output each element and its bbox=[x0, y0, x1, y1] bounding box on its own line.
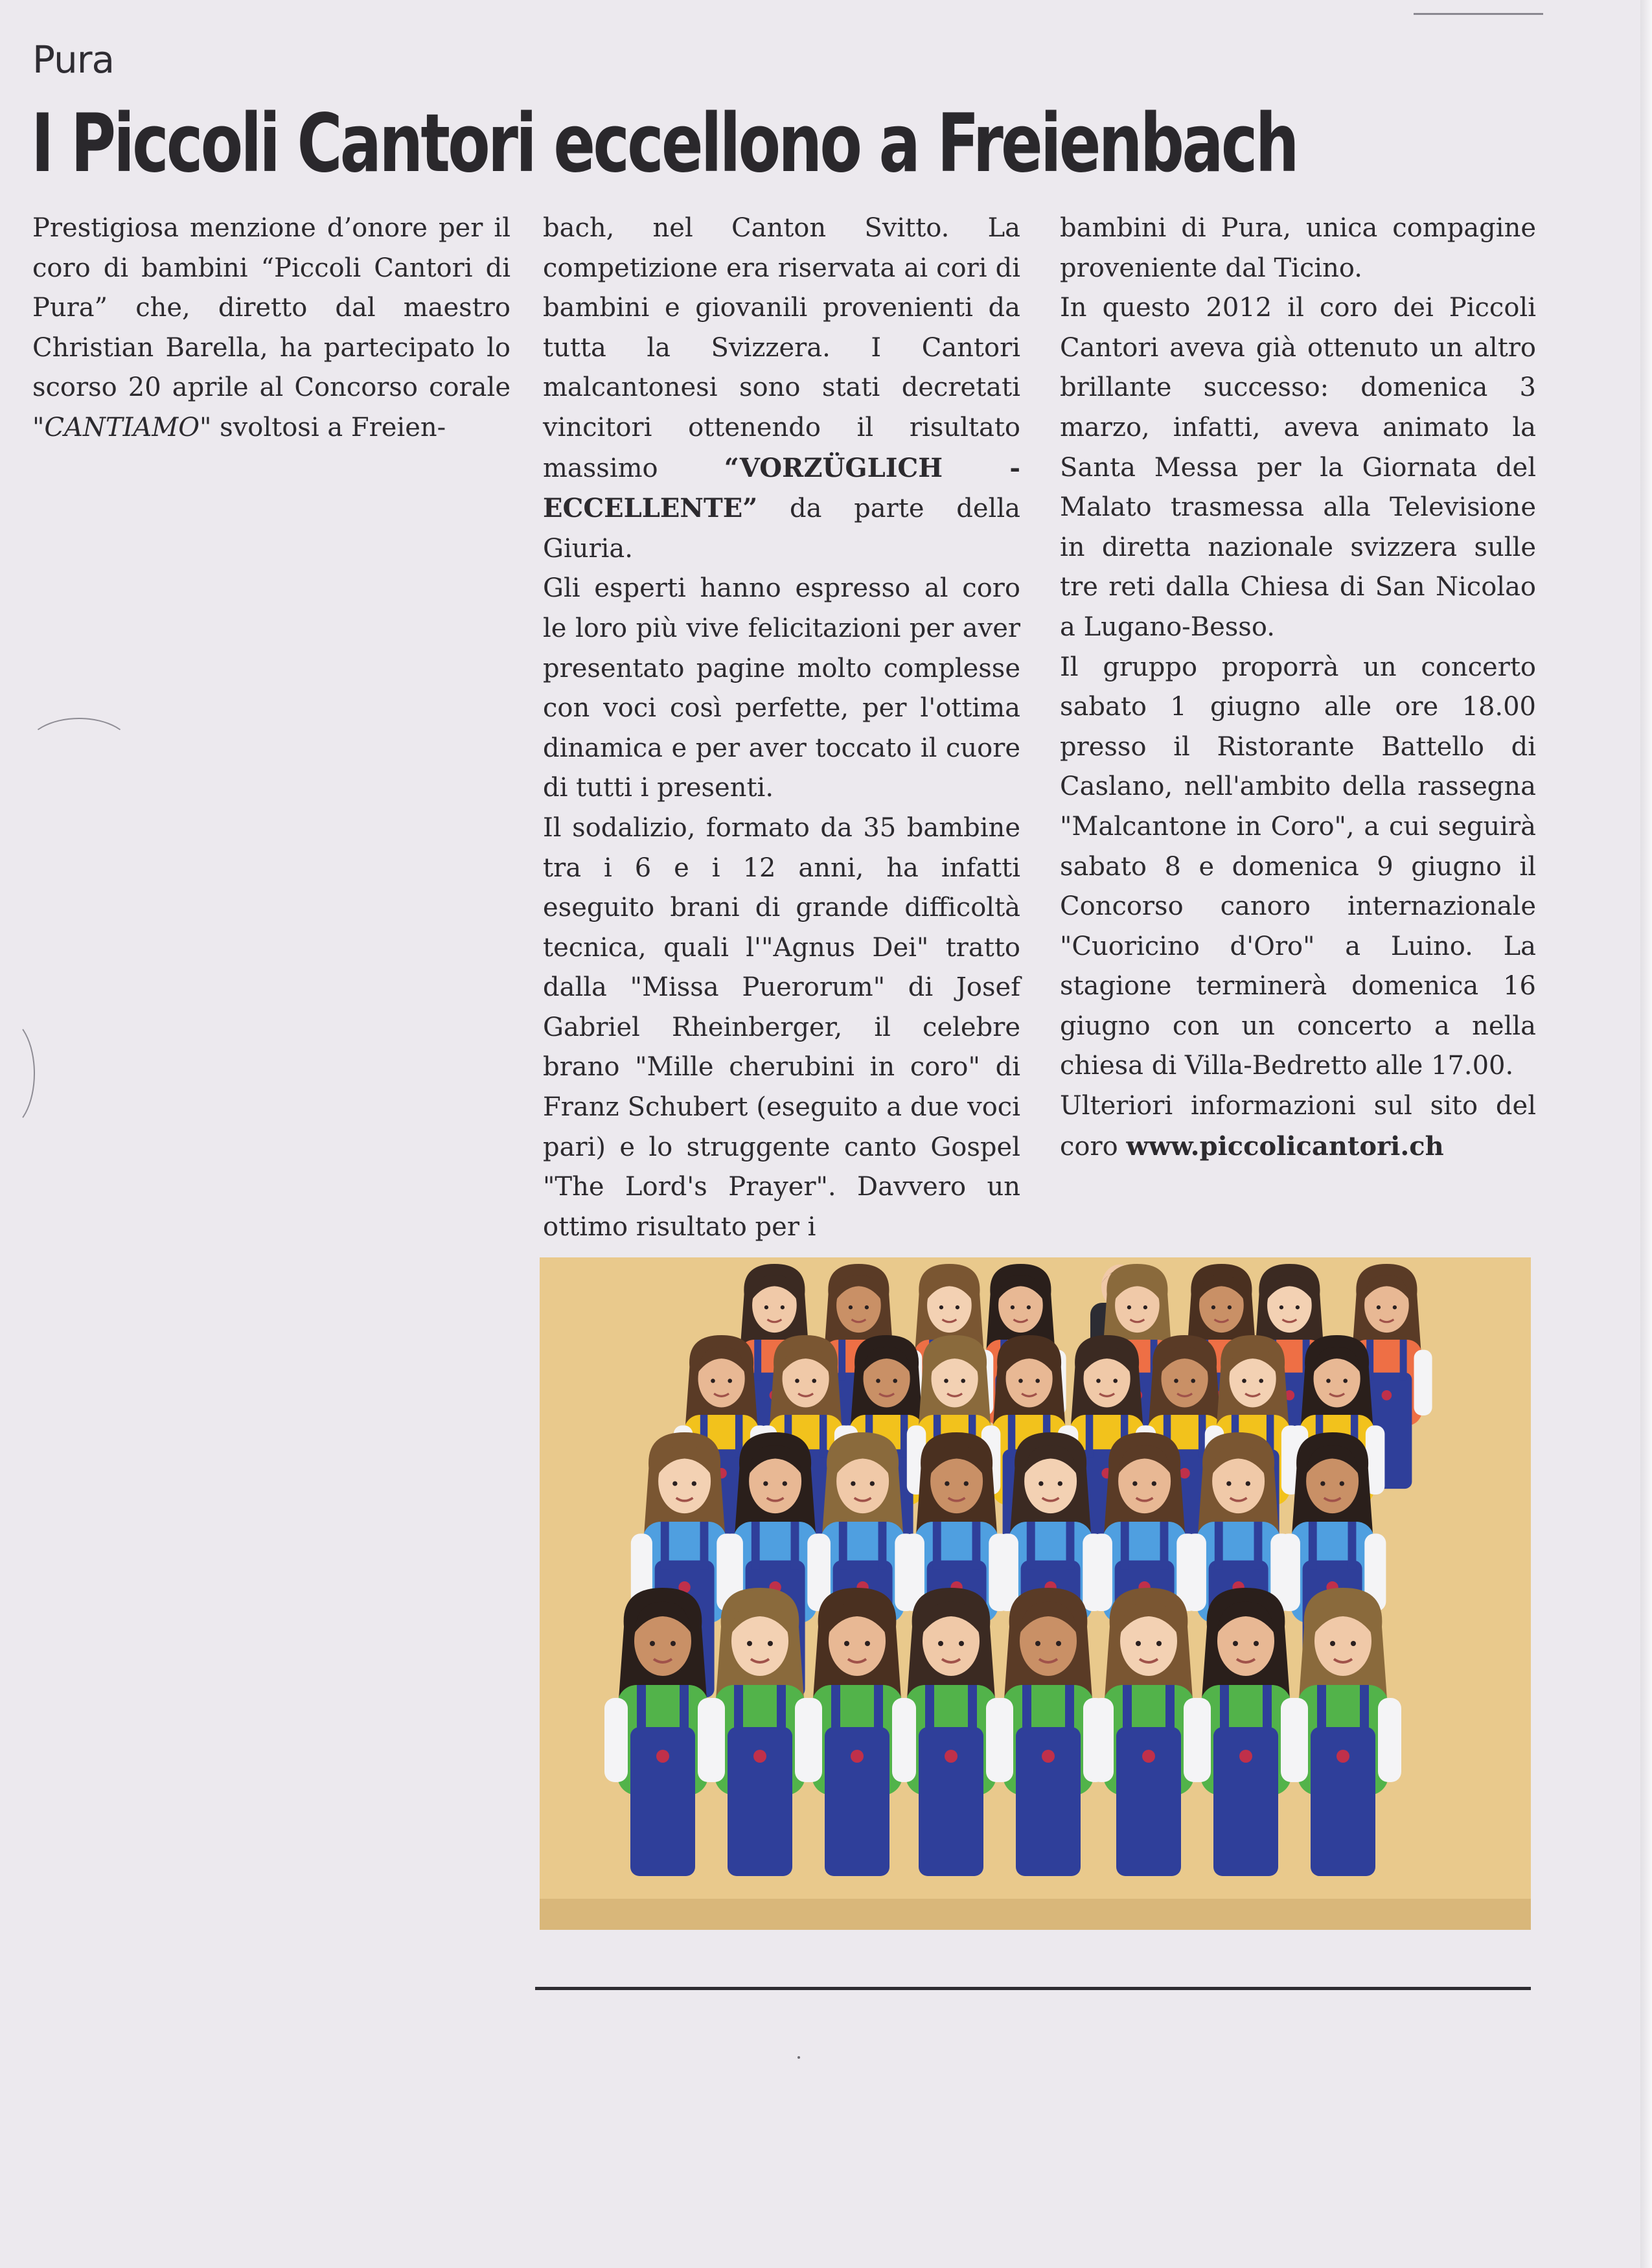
text-run: bach, nel Canton Svitto. La competizione era riservata ai cori di bambini e giovanili provenienti da tutta la Svizzera. I Cantori malcantonesi sono stati decretati vincitori ottenendo il risultato massimo bbox=[543, 213, 1020, 483]
bottom-rule bbox=[535, 1987, 1531, 1990]
award-title: “VORZÜGLICH - ECCELLENTE” bbox=[543, 452, 1020, 524]
paragraph: bambini di Pura, unica compagine proveniente dal Ticino. bbox=[1060, 213, 1536, 283]
text-run: Prestigiosa menzione d’onore per il coro di bambini “Piccoli Cantori di Pura” che, diretto dal maestro Christian Barella, ha partecipato lo scorso 20 aprile al Concorso corale " bbox=[32, 213, 511, 442]
paragraph: In questo 2012 il coro dei Piccoli Cantori aveva già ottenuto un altro brillante successo: domenica 3 marzo, infatti, aveva animato la Santa Messa per la Giornata del Malato trasmessa alla Televisione in diretta nazionale svizzera sulle tre reti dalla Chiesa di San Nicolao a Lugano-Besso. bbox=[1060, 293, 1536, 642]
text-run: da parte della Giuria. bbox=[543, 494, 1020, 564]
paragraph bbox=[543, 209, 1020, 569]
paragraph: Il sodalizio, formato da 35 bambine tra i 6 e i 12 anni, ha infatti eseguito brani di grande difficoltà tecnica, quali l'"Agnus Dei" tratto dalla "Missa Puerorum" di Josef Gabriel Rheinberger, il celebre brano "Mille cherubini in coro" di Franz Schubert (eseguito a due voci pari) e lo struggente canto Gospel "The Lord's Prayer". Davvero un ottimo risultato per i bbox=[543, 812, 1020, 1242]
text-run: " svoltosi a Freien- bbox=[200, 412, 446, 442]
choir-illustration bbox=[540, 1257, 1531, 1930]
paragraph: Gli esperti hanno espresso al coro le loro più vive felicitazioni per aver presentato pagine molto complesse con voci così perfette, per l'ottima dinamica e per aver toccato il cuore di tutti i presenti. bbox=[543, 573, 1020, 803]
website-link[interactable]: www.piccolicantori.ch bbox=[1126, 1130, 1444, 1162]
pencil-mark bbox=[0, 1017, 35, 1130]
section-label: Pura bbox=[32, 38, 115, 82]
print-speck bbox=[797, 2056, 800, 2059]
top-rule bbox=[1414, 13, 1543, 15]
choir-child bbox=[990, 1588, 1107, 1876]
page-edge bbox=[1640, 0, 1652, 2268]
choir-photo bbox=[540, 1257, 1531, 1930]
paragraph: Il gruppo proporrà un concerto sabato 1 giugno alle ore 18.00 presso il Ristorante Battello di Caslano, nell'ambito della rassegna "Malcantone in Coro", a cui seguirà sabato 8 e domenica 9 giugno il Concorso canoro internazionale "Cuoricino d'Oro" a Luino. La stagione terminerà domenica 16 giugno con un concerto a nella chiesa di Villa-Bedretto alle 17.00. bbox=[1060, 652, 1536, 1081]
text-run: Ulteriori informazioni sul sito del coro bbox=[1060, 1091, 1536, 1162]
emphasis: CANTIAMO bbox=[44, 412, 200, 442]
article-column-3 bbox=[1060, 209, 1536, 1167]
paragraph bbox=[1060, 1086, 1536, 1167]
paragraph bbox=[32, 209, 511, 448]
pencil-mark bbox=[26, 718, 132, 779]
article-column-1 bbox=[32, 209, 511, 448]
choir-child bbox=[1285, 1588, 1401, 1876]
floor bbox=[540, 1899, 1531, 1930]
headline: I Piccoli Cantori eccellono a Freienbach bbox=[31, 97, 1297, 190]
article-column-2 bbox=[543, 209, 1020, 1247]
